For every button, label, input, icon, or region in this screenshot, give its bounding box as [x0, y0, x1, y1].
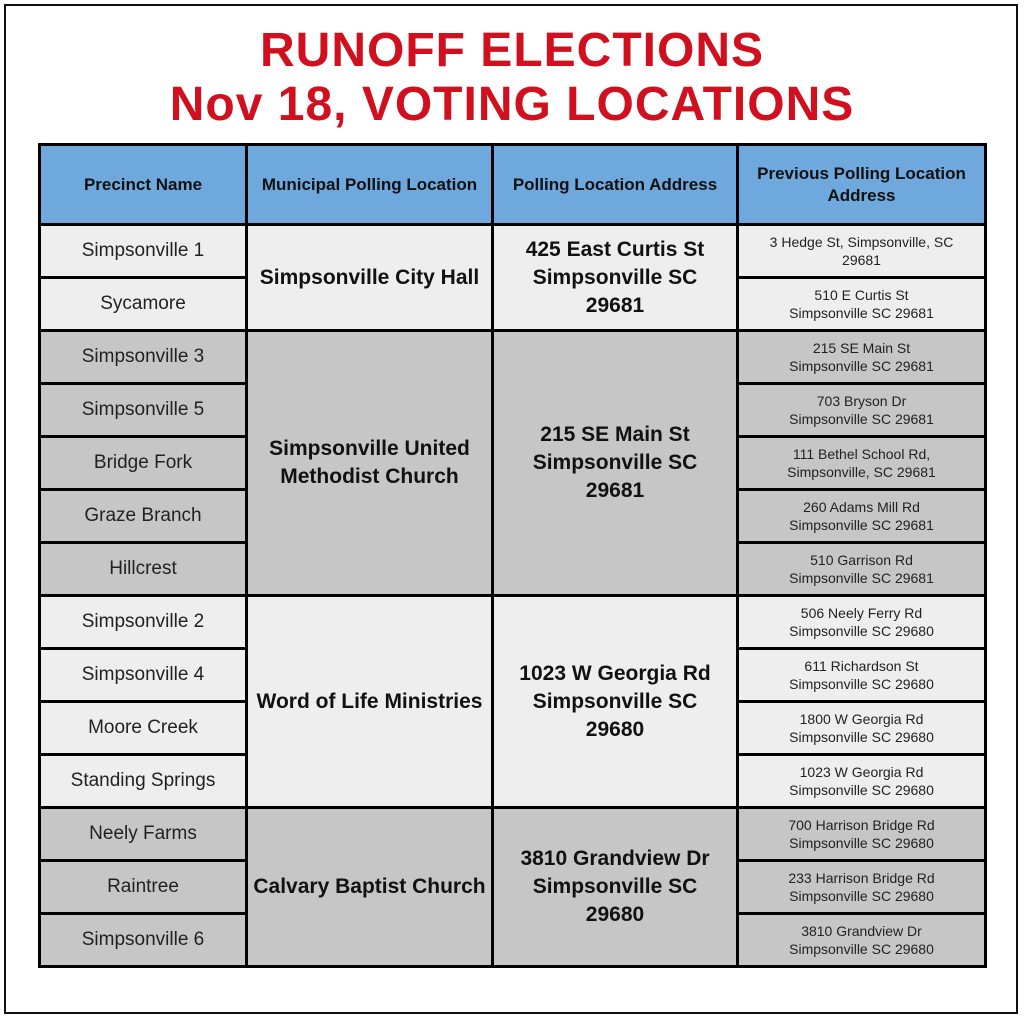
title-line-2: Nov 18, VOTING LOCATIONS	[169, 78, 855, 131]
previous-address	[738, 861, 986, 914]
previous-address	[738, 649, 986, 702]
municipal-location: Simpsonville City Hall	[247, 225, 493, 331]
address-line: Simpsonville SC	[532, 265, 698, 289]
previous-address	[738, 437, 986, 490]
previous-address-line: 506 Neely Ferry Rd	[800, 605, 923, 621]
previous-address-line: 700 Harrison Bridge Rd	[788, 817, 935, 833]
previous-address-line: Simpsonville SC 29680	[789, 729, 934, 745]
precinct-name: Simpsonville 4	[40, 649, 247, 702]
address-line: 215 SE Main St	[540, 423, 690, 446]
polling-address	[493, 808, 738, 967]
previous-address	[738, 755, 986, 808]
precinct-name: Standing Springs	[40, 755, 247, 808]
previous-address	[738, 331, 986, 384]
previous-address-line: Simpsonville SC 29681	[789, 411, 934, 427]
precinct-name: Hillcrest	[40, 543, 247, 596]
precinct-name: Simpsonville 5	[40, 384, 247, 437]
previous-address-line: Simpsonville SC 29680	[789, 941, 934, 957]
previous-address-line: Simpsonville SC 29680	[789, 888, 934, 904]
header-polling-address: Polling Location Address	[493, 145, 738, 225]
previous-address-line: Simpsonville SC 29681	[789, 358, 934, 374]
previous-address	[738, 808, 986, 861]
polling-address	[493, 331, 738, 596]
precinct-name: Simpsonville 2	[40, 596, 247, 649]
previous-address-line: Simpsonville SC 29681	[789, 305, 934, 321]
precinct-name: Neely Farms	[40, 808, 247, 861]
page-title	[0, 24, 1024, 132]
previous-address-line: 1800 W Georgia Rd	[799, 711, 924, 727]
previous-address-line: 703 Bryson Dr	[816, 393, 907, 409]
header-municipal-location: Municipal Polling Location	[247, 145, 493, 225]
previous-address	[738, 596, 986, 649]
previous-address	[738, 914, 986, 967]
previous-address-line: 233 Harrison Bridge Rd	[788, 870, 935, 886]
address-line: Simpsonville SC	[532, 875, 698, 898]
address-line: 3810 Grandview Dr	[520, 847, 710, 870]
precinct-name: Graze Branch	[40, 490, 247, 543]
table-row	[40, 596, 986, 649]
table-row	[40, 808, 986, 861]
previous-address-line: 1023 W Georgia Rd	[799, 764, 924, 780]
header-precinct-name: Precinct Name	[40, 145, 247, 225]
address-line: 29681	[585, 479, 645, 502]
previous-address	[738, 278, 986, 331]
previous-address-line: 510 E Curtis St	[814, 287, 909, 303]
previous-address-line: 3 Hedge St, Simpsonville, SC	[769, 234, 954, 250]
polling-locations-table	[38, 143, 987, 968]
precinct-name: Bridge Fork	[40, 437, 247, 490]
table-body	[40, 225, 986, 967]
previous-address-line: Simpsonville SC 29681	[789, 570, 934, 586]
previous-address-line: Simpsonville SC 29680	[789, 676, 934, 692]
polling-address	[493, 596, 738, 808]
municipal-location: Word of Life Ministries	[247, 596, 493, 808]
address-line: Simpsonville SC	[532, 689, 698, 713]
previous-address-line: 111 Bethel School Rd,	[792, 446, 931, 462]
previous-address-line: 510 Garrison Rd	[810, 552, 913, 568]
polling-address	[493, 225, 738, 331]
title-line-1: RUNOFF ELECTIONS	[260, 24, 764, 77]
address-line: 425 East Curtis St	[525, 237, 705, 261]
previous-address	[738, 490, 986, 543]
address-line: 29680	[585, 903, 645, 926]
precinct-name: Sycamore	[40, 278, 247, 331]
precinct-name: Simpsonville 3	[40, 331, 247, 384]
previous-address-line: 611 Richardson St	[804, 658, 919, 674]
header-previous-address: Previous Polling Location Address	[738, 145, 986, 225]
address-line: 29680	[585, 717, 645, 741]
address-line: 1023 W Georgia Rd	[519, 661, 711, 685]
previous-address	[738, 225, 986, 278]
previous-address-line: Simpsonville SC 29681	[789, 517, 934, 533]
previous-address-line: 215 SE Main St	[812, 340, 911, 356]
previous-address-line: Simpsonville SC 29680	[789, 782, 934, 798]
table-row	[40, 331, 986, 384]
precinct-name: Raintree	[40, 861, 247, 914]
municipal-location: Calvary Baptist Church	[247, 808, 493, 967]
previous-address	[738, 543, 986, 596]
previous-address-line: Simpsonville SC 29680	[789, 835, 934, 851]
address-line: Simpsonville SC	[532, 451, 698, 474]
header-row	[40, 145, 986, 225]
previous-address-line: Simpsonville SC 29680	[789, 623, 934, 639]
precinct-name: Moore Creek	[40, 702, 247, 755]
municipal-location: Simpsonville United Methodist Church	[247, 331, 493, 596]
precinct-name: Simpsonville 1	[40, 225, 247, 278]
previous-address-line: Simpsonville, SC 29681	[787, 464, 936, 480]
previous-address-line: 260 Adams Mill Rd	[803, 499, 920, 515]
precinct-name: Simpsonville 6	[40, 914, 247, 967]
table-row	[40, 225, 986, 278]
previous-address-line: 29681	[842, 252, 881, 268]
previous-address	[738, 702, 986, 755]
previous-address	[738, 384, 986, 437]
previous-address-line: 3810 Grandview Dr	[801, 923, 922, 939]
address-line: 29681	[585, 293, 645, 317]
